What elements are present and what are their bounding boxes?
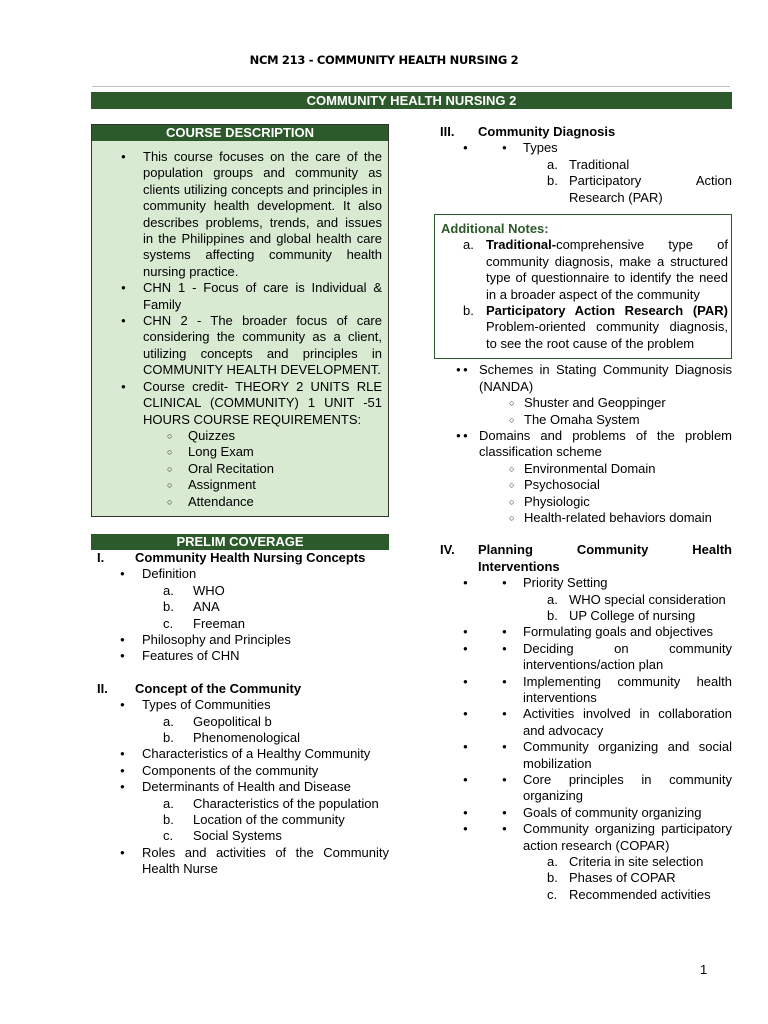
domains-sublist (434, 461, 732, 527)
determinants-sublist (142, 796, 389, 845)
list-item: ○ Attendance (92, 494, 382, 510)
priority-sublist (434, 592, 732, 625)
list-item: c. Recommended activities (547, 886, 711, 902)
list-item: b. Participatory Action Research (PAR) Problem-oriented community diagnosis, to see the root cause of the problem (463, 303, 728, 351)
section2-list (91, 697, 389, 877)
list-item: ● Components of the community (91, 763, 389, 779)
list-item: a. WHO (163, 582, 225, 598)
section-heading: I. Community Health Nursing Concepts (97, 549, 366, 565)
list-item: ● ● Implementing community health interventions (434, 674, 732, 707)
list-item: ○ Oral Recitation (92, 461, 382, 477)
page-title-bar: COMMUNITY HEALTH NURSING 2 (91, 92, 732, 109)
left-column (91, 124, 389, 878)
list-item: ○ Long Exam (92, 444, 382, 460)
notes-list (441, 237, 728, 352)
list-item: ● Definition a. WHO b. ANA c. Freeman (91, 566, 389, 632)
list-item: ● ● Priority Setting a. WHO special consideration b. UP College of nursing (434, 575, 732, 624)
list-item: ○ Health-related behaviors domain (434, 510, 732, 526)
list-item: ● Roles and activities of the Community Health Nurse (91, 845, 389, 878)
course-description-heading: COURSE DESCRIPTION (92, 125, 388, 141)
list-item: ● Characteristics of a Healthy Community (91, 746, 389, 762)
list-item: ○ Quizzes (92, 428, 382, 444)
list-item: a. Traditional (547, 156, 630, 172)
list-item: b. Participatory Action Research (PAR) (547, 173, 732, 205)
notes-title: Additional Notes: (441, 221, 549, 237)
list-item: ● Course credit- THEORY 2 UNITS RLE CLINICAL (COMMUNITY) 1 UNIT -51 HOURS COURSE REQUIREMENTS: ○ Quizzes ○ Long Exam ○ Oral Recitation ○ Assignment ○ Attendance (92, 379, 382, 510)
list-item: ● ● Core principles in community organizing (434, 772, 732, 805)
definition-sublist (142, 583, 389, 632)
list-item: ○ Environmental Domain (434, 461, 732, 477)
list-item: ● Features of CHN (91, 648, 389, 664)
section-heading: II. Concept of the Community (97, 680, 302, 696)
list-item: b. UP College of nursing (547, 607, 696, 623)
list-item: ○ Shuster and Geoppinger (434, 395, 732, 411)
section4-list (434, 575, 732, 903)
list-item: a. WHO special consideration (547, 591, 726, 607)
document-header: NCM 213 - COMMUNITY HEALTH NURSING 2 (249, 53, 519, 67)
requirements-list (92, 428, 382, 510)
list-item: ● ● Types a. Traditional b. Participatory Action Research (PAR) (434, 140, 732, 206)
copar-sublist (434, 854, 732, 903)
prelim-heading: PRELIM COVERAGE (91, 534, 389, 550)
list-item: ● ● Formulating goals and objectives (434, 624, 732, 640)
list-item: ● ● Schemes in Stating Community Diagnosis (NANDA) ○ Shuster and Geoppinger ○ The Omaha System (434, 362, 732, 428)
list-item: b. ANA (163, 599, 220, 615)
section3-types-list (434, 140, 732, 206)
list-item: ○ Physiologic (434, 494, 732, 510)
right-column (434, 124, 732, 903)
section1-list (91, 566, 389, 664)
section-heading: III. Community Diagnosis (440, 124, 616, 139)
schemes-sublist (434, 395, 732, 428)
list-item: ● Types of Communities a. Geopolitical b b. Phenomenological (91, 697, 389, 746)
list-item: ● ● Deciding on community interventions/action plan (434, 641, 732, 674)
diagnosis-types-sublist (434, 157, 732, 206)
course-description-box (91, 124, 389, 517)
list-item: ● ● Activities involved in collaboration and advocacy (434, 706, 732, 739)
list-item: ● ● Domains and problems of the problem classification scheme ○ Environmental Domain ○ Psychosocial ○ Physiologic ○ Health-related behaviors domain (434, 428, 732, 526)
list-item: ○ Psychosocial (434, 477, 732, 493)
list-item: ○ Assignment (92, 477, 382, 493)
list-item: ● ● Goals of community organizing (434, 805, 732, 821)
list-item: ● CHN 2 - The broader focus of care considering the community as a client, utilizing concepts and principles in COMMUNITY HEALTH DEVELOPMENT. (92, 313, 382, 379)
list-item: a. Criteria in site selection (547, 854, 704, 870)
list-item: c. Social Systems (163, 828, 282, 844)
page-number: 1 (700, 962, 708, 977)
additional-notes-box (434, 214, 732, 359)
list-item: ● Philosophy and Principles (91, 632, 389, 648)
list-item: ○ The Omaha System (434, 412, 732, 428)
section-heading: IV. Planning Community Health Interventions (440, 542, 732, 574)
list-item: b. Phases of COPAR (547, 870, 676, 886)
course-description-list (92, 149, 382, 510)
list-item: ● Determinants of Health and Disease a. Characteristics of the population b. Location of the community c. Social Systems (91, 779, 389, 845)
list-item: ● This course focuses on the care of the population groups and community as clients utilizing concepts and principles in community health development. It also describes problems, trends, and issues in the Philippines and global health care systems affecting community health nursing practice. (92, 149, 382, 280)
header-rule (92, 86, 730, 87)
list-item: a. Geopolitical b (163, 713, 272, 729)
list-item: ● ● Community organizing and social mobilization (434, 739, 732, 772)
list-item: a. Characteristics of the population (163, 795, 379, 811)
list-item: b. Location of the community (163, 812, 345, 828)
types-sublist (142, 714, 389, 747)
section3-list (434, 362, 732, 526)
list-item: c. Freeman (163, 615, 246, 631)
list-item: ● CHN 1 - Focus of care is Individual & Family (92, 280, 382, 313)
list-item: ● ● Community organizing participatory action research (COPAR) a. Criteria in site selection b. Phases of COPAR c. Recommended activities (434, 821, 732, 903)
list-item: b. Phenomenological (163, 730, 300, 745)
list-item: a. Traditional-comprehensive type of community diagnosis, make a structured type of questionnaire to identify the need in a broader aspect of the community (463, 237, 728, 302)
